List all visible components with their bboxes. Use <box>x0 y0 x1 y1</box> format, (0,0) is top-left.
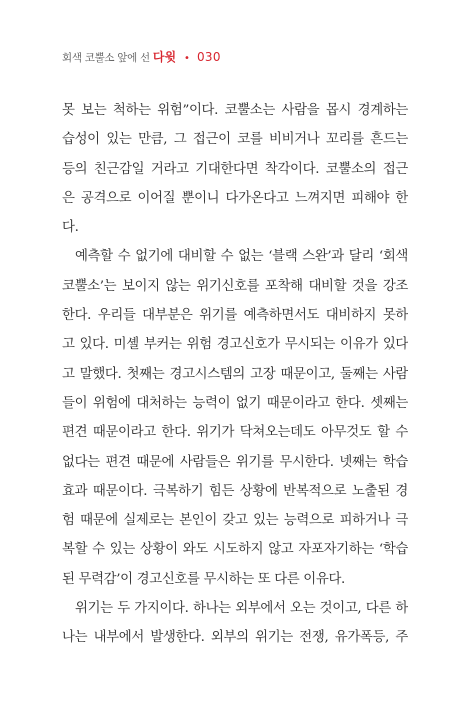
text-line: 등의 친근감일 거라고 기대한다면 착각이다. 코뿔소의 접근 <box>62 161 408 177</box>
text-line: 복할 수 있는 상황이 와도 시도하지 않고 자포자기하는 ‘학습 <box>62 542 408 558</box>
text-line: 고 말했다. 첫째는 경고시스템의 고장 때문이고, 둘째는 사람 <box>62 366 408 382</box>
header-separator: • <box>184 53 190 64</box>
text-line: 한다. 우리들 대부분은 위기를 예측하면서도 대비하지 못하 <box>62 308 408 324</box>
text-line: 편견 때문이라고 한다. 위기가 닥쳐오는데도 아무것도 할 수 <box>62 425 408 441</box>
paragraph-first-line: 예측할 수 없기에 대비할 수 없는 ‘블랙 스완’과 달리 ‘회색 <box>75 249 408 265</box>
text-line: 험 때문에 실제로는 본인이 갖고 있는 능력으로 피하거나 극 <box>62 513 408 529</box>
text-line: 나는 내부에서 발생한다. 외부의 위기는 전쟁, 유가폭등, 주 <box>62 630 408 646</box>
text-line: 고 있다. 미셸 부커는 위험 경고신호가 무시되는 이유가 있다 <box>62 337 408 353</box>
text-line: 없다는 편견 때문에 사람들은 위기를 무시한다. 넷째는 학습 <box>62 454 408 470</box>
paragraph-first-line: 위기는 두 가지이다. 하나는 외부에서 오는 것이고, 다른 하 <box>75 601 408 617</box>
text-line: 습성이 있는 만큼, 그 접근이 코를 비비거나 꼬리를 흔드는 <box>62 132 408 148</box>
running-header <box>62 48 221 65</box>
text-line: 코뿔소’는 보이지 않는 위기신호를 포착해 대비할 것을 강조 <box>62 278 408 294</box>
page-number: 030 <box>196 50 221 64</box>
body-text <box>62 96 408 653</box>
text-line: 된 무력감’이 경고신호를 무시하는 또 다른 이유다. <box>62 571 345 587</box>
text-line: 다. <box>62 220 79 236</box>
book-title-accent: 다윗 <box>152 50 177 64</box>
text-line: 은 공격으로 이어질 뿐이니 다가온다고 느껴지면 피해야 한 <box>62 190 408 206</box>
text-line: 들이 위험에 대처하는 능력이 없기 때문이라고 한다. 셋째는 <box>62 395 408 411</box>
text-line: 효과 때문이다. 극복하기 힘든 상황에 반복적으로 노출된 경 <box>62 483 408 499</box>
book-title: 회색 코뿔소 앞에 선 <box>62 52 150 64</box>
text-line: 못 보는 척하는 위험”이다. 코뿔소는 사람을 몹시 경계하는 <box>62 103 408 118</box>
